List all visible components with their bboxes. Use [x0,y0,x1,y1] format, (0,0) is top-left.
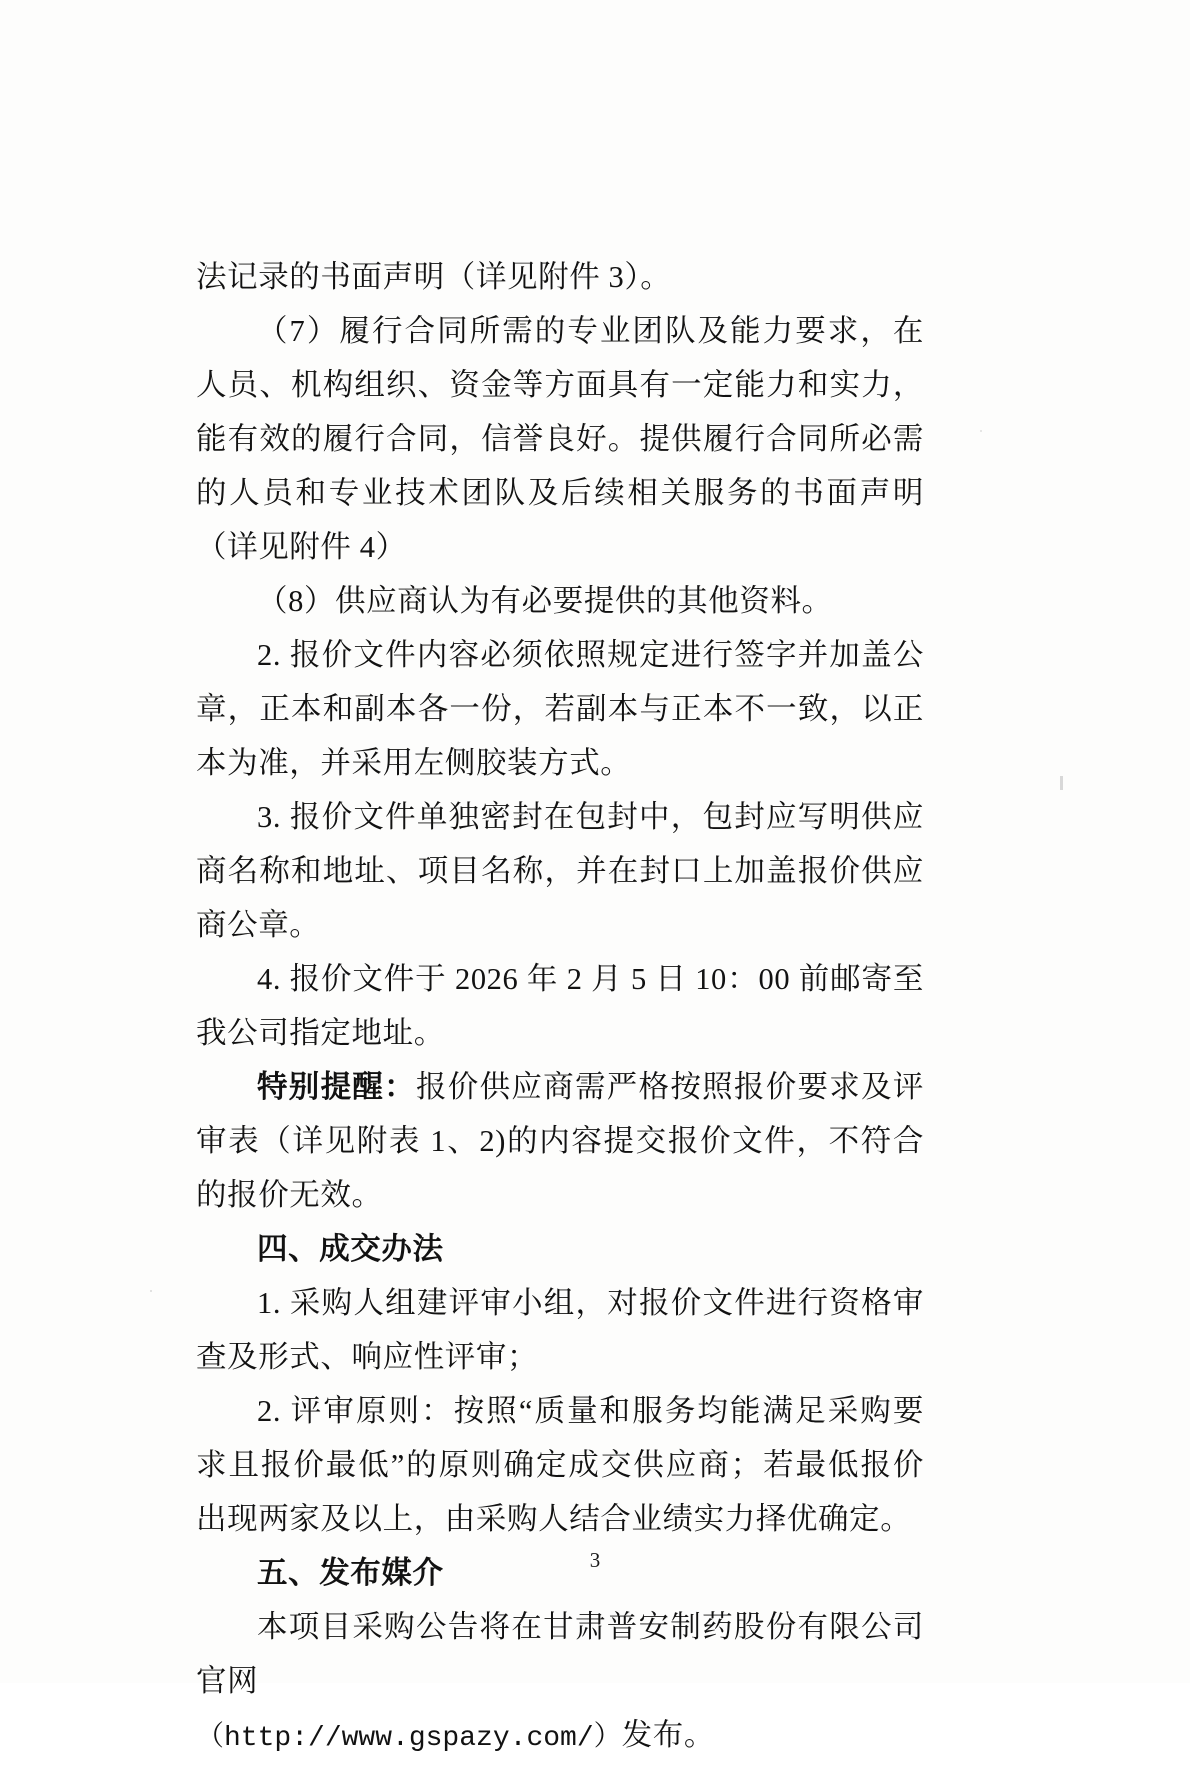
paragraph-publication-media: 本项目采购公告将在甘肃普安制药股份有限公司官网 [196,1610,924,1698]
paragraph-award-item-1: 1. 采购人组建评审小组，对报价文件进行资格审查及形式、响应性评审； [196,1286,924,1374]
paragraph-item-7: （7）履行合同所需的专业团队及能力要求，在人员、机构组织、资金等方面具有一定能力和实力，能有效的履行合同，信誉良好。提供履行合同所必需的人员和专业技术团队及后续相关服务的书面声明（详见附件 4） [196,314,924,564]
paragraph-item-2: 2. 报价文件内容必须依照规定进行签字并加盖公章，正本和副本各一份，若副本与正本不一致，以正本为准，并采用左侧胶装方式。 [196,638,924,780]
paragraph-continuation: 法记录的书面声明（详见附件 3）。 [196,260,672,294]
paragraph-item-4: 4. 报价文件于 2026 年 2 月 5 日 10：00 前邮寄至我公司指定地址。 [196,962,924,1050]
paragraph-award-item-2: 2. 评审原则：按照“质量和服务均能满足采购要求且报价最低”的原则确定成交供应商；若最低报价出现两家及以上，由采购人结合业绩实力择优确定。 [196,1394,924,1536]
paragraph-item-3: 3. 报价文件单独密封在包封中，包封应写明供应商名称和地址、项目名称，并在封口上加盖报价供应商公章。 [196,800,924,942]
scan-artifact [150,1290,152,1292]
website-url: （http://www.gspazy.com/） [196,1723,622,1754]
paragraph-special-notice [196,1060,924,1222]
special-notice-label: 特别提醒： [257,1070,416,1104]
special-notice-text: 报价供应商需严格按照报价要求及评审表（详见附表 1、2)的内容提交报价文件，不符合的报价无效。 [196,1070,925,1212]
scan-artifact [980,430,982,432]
paragraph-publication-url [196,1708,924,1766]
section-heading-five: 五、发布媒介 [257,1556,444,1590]
section-heading-four: 四、成交办法 [257,1232,444,1266]
publication-suffix: 发布。 [621,1718,715,1752]
page-number: 3 [589,1548,601,1572]
document-body [196,250,924,1766]
scan-artifact [1060,776,1063,790]
paragraph-item-8: （8）供应商认为有必要提供的其他资料。 [257,584,833,618]
